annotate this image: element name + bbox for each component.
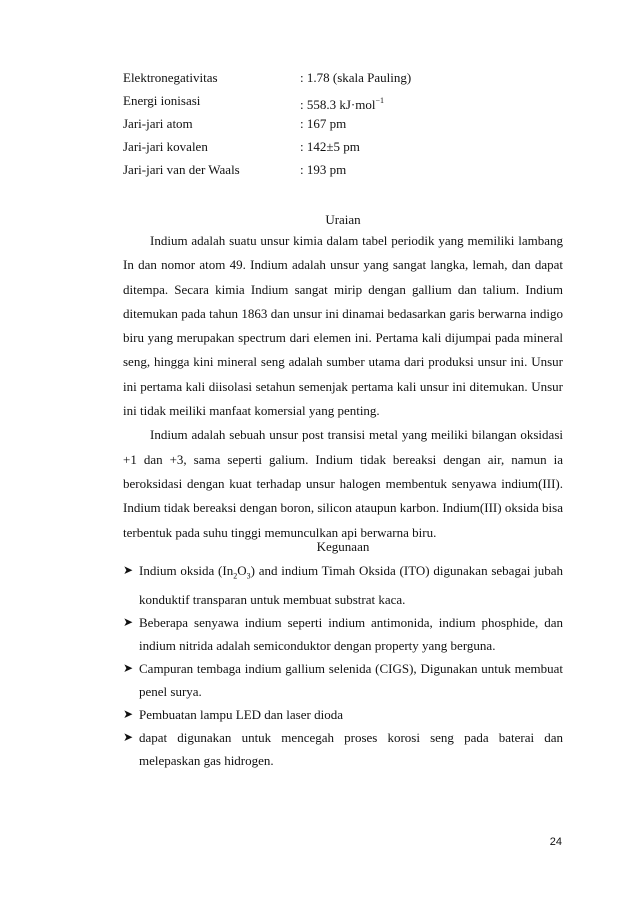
formula-subscript: 3 <box>246 571 251 581</box>
property-value <box>300 135 360 158</box>
property-row-ionization-energy <box>123 89 563 112</box>
list-item <box>123 559 563 611</box>
formula-suffix: ) and indium Timah Oksida (ITO) digunakan sebagai jubah konduktif transparan untuk membuat substrat kaca. <box>139 563 564 607</box>
property-label: Jari-jari atom <box>123 116 193 131</box>
property-label: Jari-jari van der Waals <box>123 162 240 177</box>
property-label: Elektronegativitas <box>123 70 218 85</box>
arrowhead-bullet-icon: ➤ <box>123 614 134 629</box>
property-row-electronegativity <box>123 66 563 89</box>
property-value <box>300 158 346 181</box>
list-item <box>123 726 563 772</box>
arrowhead-bullet-icon: ➤ <box>123 660 134 675</box>
list-item <box>123 703 563 726</box>
list-item-text: Pembuatan lampu LED dan laser dioda <box>139 706 343 722</box>
formula-subscript: 2 <box>233 571 238 581</box>
list-item-text <box>139 563 563 607</box>
page-number: 24 <box>549 836 562 848</box>
formula-middle: O <box>237 563 247 578</box>
list-item-text: Beberapa senyawa indium seperti indium antimonida, indium phosphide, dan indium nitrida adalah semiconduktor dengan property yang berguna. <box>139 614 563 653</box>
section-heading-kegunaan: Kegunaan <box>316 539 370 554</box>
property-value-text: : 1.78 (skala Pauling) <box>300 70 412 85</box>
property-value-text: : 193 pm <box>300 162 347 177</box>
property-row-van-der-waals-radius <box>123 158 563 181</box>
property-value-text: : 558.3 kJ·mol <box>300 97 376 112</box>
property-value-text: : 142±5 pm <box>300 139 360 154</box>
property-row-atomic-radius <box>123 112 563 135</box>
property-label: Energi ionisasi <box>123 93 201 108</box>
list-item <box>123 611 563 657</box>
property-value-text: : 167 pm <box>300 116 347 131</box>
property-value <box>300 66 411 89</box>
section-heading-uraian: Uraian <box>325 212 361 227</box>
arrowhead-bullet-icon: ➤ <box>123 706 134 721</box>
formula-prefix: Indium oksida (In <box>139 563 234 578</box>
uraian-body <box>123 229 563 545</box>
list-item-text: Campuran tembaga indium gallium selenida (CIGS), Digunakan untuk membuat penel surya. <box>139 660 563 699</box>
list-item-text: dapat digunakan untuk mencegah proses korosi seng pada baterai dan melepaskan gas hidrogen. <box>139 729 563 768</box>
property-value-superscript: −1 <box>375 96 384 105</box>
property-value <box>300 112 346 135</box>
kegunaan-list <box>123 559 563 772</box>
arrowhead-bullet-icon: ➤ <box>123 729 134 744</box>
property-label: Jari-jari kovalen <box>123 139 208 154</box>
list-item <box>123 657 563 703</box>
paragraph: Indium adalah suatu unsur kimia dalam tabel periodik yang memiliki lambang In dan nomor atom 49. Indium adalah unsur yang sangat langka, lemah, dan dapat ditempa. Secara kimia Indium sangat mirip dengan gallium dan talium. Indium ditemukan pada tahun 1863 dan unsur ini dinamai bedasarkan garis berwarna indigo biru yang merupakan spectrum dari elemen ini. Pertama kali dijumpai pada mineral seng, hingga kini mineral seng adalah sumber utama dari produksi unsur ini. Unsur ini pertama kali diisolasi setahun semenjak pertama kali unsur ini ditemukan. Unsur ini tidak meiliki manfaat komersial yang penting. <box>123 233 563 419</box>
arrowhead-bullet-icon: ➤ <box>123 563 134 577</box>
paragraph: Indium adalah sebuah unsur post transisi metal yang meiliki bilangan oksidasi +1 dan +3, sama seperti galium. Indium tidak bereaksi dengan air, namun ia beroksidasi dengan kuat terhadap unsur halogen membentuk senyawa indium(III). Indium tidak bereaksi dengan boron, silicon ataupun karbon. Indium(III) oksida bisa terbentuk pada suhu tinggi memunculkan api berwarna biru. <box>123 427 563 540</box>
property-table <box>123 66 563 181</box>
property-row-covalent-radius <box>123 135 563 158</box>
